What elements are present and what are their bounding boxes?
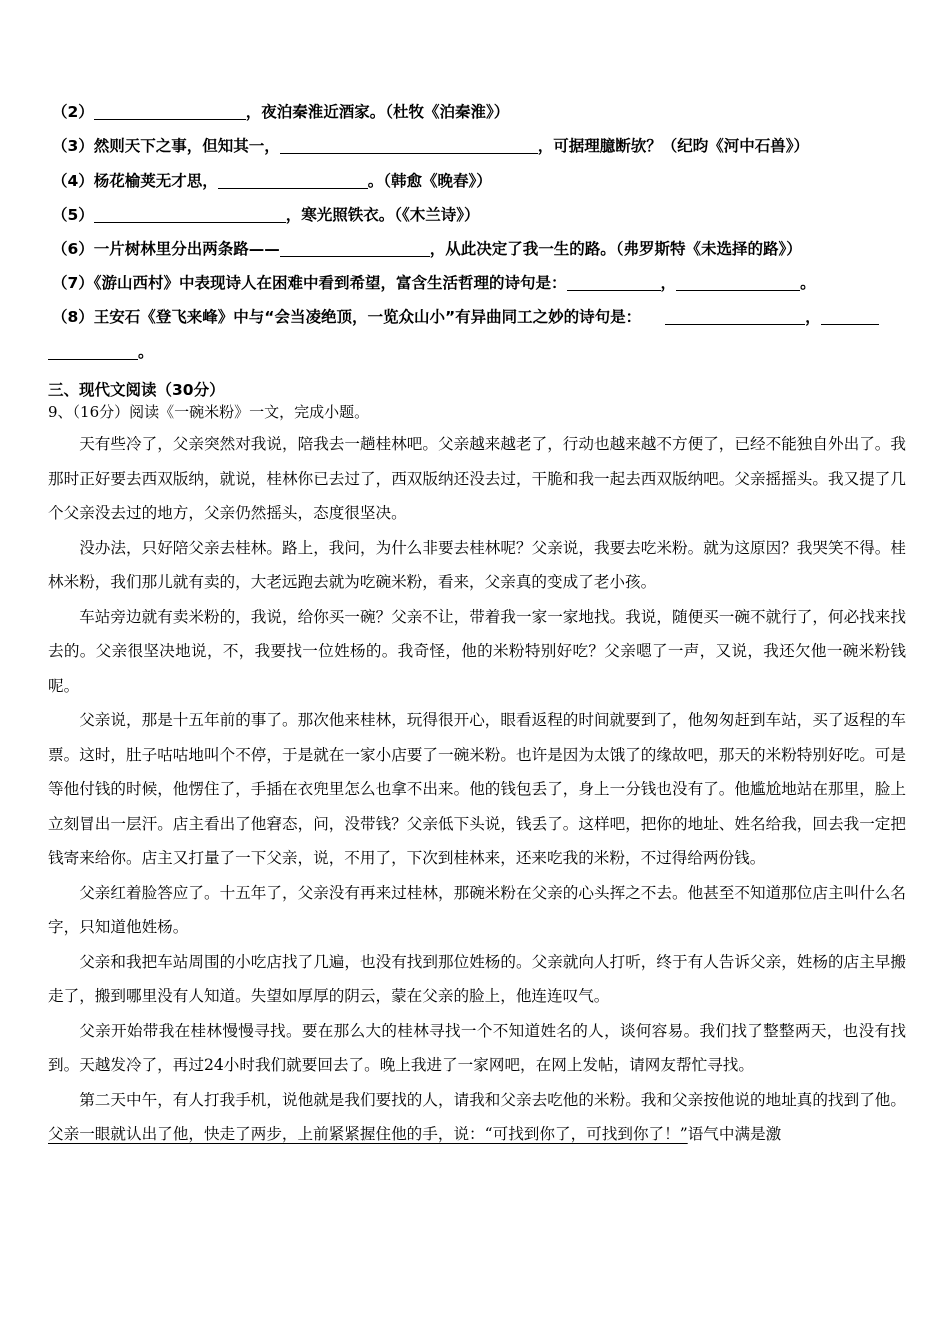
fill-blank-8 xyxy=(52,306,912,328)
passage-paragraph: 没办法，只好陪父亲去桂林。路上，我问，为什么非要去桂林呢？父亲说，我要去吃米粉。就为这原因？我哭笑不得。桂林米粉，我们那儿就有卖的，大老远跑去就为吃碗米粉，看来，父亲真的变成了老小孩。 xyxy=(48,538,906,591)
answer-blank[interactable] xyxy=(218,172,368,189)
fill-blank-2-prefix: （2） xyxy=(52,103,94,121)
passage-paragraph: 父亲红着脸答应了。十五年了，父亲没有再来过桂林，那碗米粉在父亲的心头挥之不去。他甚至不知道那位店主叫什么名字，只知道他姓杨。 xyxy=(48,883,906,936)
answer-blank[interactable] xyxy=(280,137,538,154)
answer-blank[interactable] xyxy=(48,343,138,360)
fill-blank-8-after: 。 xyxy=(138,343,154,361)
question-intro: 9、（16分）阅读《一碗米粉》一文，完成小题。 xyxy=(48,403,370,421)
answer-blank[interactable] xyxy=(676,274,800,291)
fill-blank-8-mid: ， xyxy=(805,308,821,326)
reading-passage xyxy=(48,427,906,1152)
fill-blank-4 xyxy=(52,170,912,192)
fill-blank-2 xyxy=(52,101,912,123)
last-paragraph-end: 语气中满是激 xyxy=(687,1125,782,1143)
answer-blank[interactable] xyxy=(665,308,805,325)
fill-blank-2-after: ，夜泊秦淮近酒家。（杜牧《泊秦淮》） xyxy=(245,103,510,121)
fill-blank-3-after: ，可据理臆断欤？（纪昀《河中石兽》） xyxy=(537,137,810,155)
fill-blank-3 xyxy=(52,135,912,157)
fill-blank-6-prefix: （6）一片树林里分出两条路—— xyxy=(52,240,280,258)
underlined-sentence: 父亲一眼就认出了他，快走了两步，上前紧紧握住他的手，说：“可找到你了，可找到你了！” xyxy=(48,1125,688,1143)
fill-blank-8-continuation xyxy=(48,341,908,363)
fill-blank-6 xyxy=(52,238,912,260)
passage-paragraph-last xyxy=(48,1083,906,1152)
fill-blank-4-after: 。（韩愈《晚春》） xyxy=(367,172,492,190)
fill-blank-5-prefix: （5） xyxy=(52,206,94,224)
passage-paragraph: 天有些冷了，父亲突然对我说，陪我去一趟桂林吧。父亲越来越老了，行动也越来越不方便了，已经不能独自外出了。我那时正好要去西双版纳，就说，桂林你已去过了，西双版纳还没去过，干脆和我一起去西双版纳吧。父亲摇摇头。我又提了几个父亲没去过的地方，父亲仍然摇头，态度很坚决。 xyxy=(48,435,906,522)
fill-blank-5-after: ，寒光照铁衣。（《木兰诗》） xyxy=(285,206,480,224)
last-paragraph-start: 第二天中午，有人打我手机，说他就是我们要找的人，请我和父亲去吃他的米粉。我和父亲按他说的地址真的找到了他。 xyxy=(79,1090,906,1109)
passage-paragraph: 父亲说，那是十五年前的事了。那次他来桂林，玩得很开心，眼看返程的时间就要到了，他匆匆赶到车站，买了返程的车票。这时，肚子咕咕地叫个不停，于是就在一家小店要了一碗米粉。也许是因为太饿了的缘故吧，那天的米粉特别好吃。可是等他付钱的时候，他愣住了，手插在衣兜里怎么也拿不出来。他的钱包丢了，身上一分钱也没有了。他尴尬地站在那里，脸上立刻冒出一层汗。店主看出了他窘态，问，没带钱？父亲低下头说，钱丢了。这样吧，把你的地址、姓名给我，回去我一定把钱寄来给你。店主又打量了一下父亲，说，不用了，下次到桂林来，还来吃我的米粉，不过得给两份钱。 xyxy=(48,711,906,867)
passage-paragraph: 车站旁边就有卖米粉的，我说，给你买一碗？父亲不让，带着我一家一家地找。我说，随便买一碗不就行了，何必找来找去的。父亲很坚决地说，不，我要找一位姓杨的。我奇怪，他的米粉特别好吃？父亲嗯了一声，又说，我还欠他一碗米粉钱呢。 xyxy=(48,607,906,695)
answer-blank[interactable] xyxy=(94,103,246,120)
fill-blank-3-prefix: （3）然则天下之事，但知其一， xyxy=(52,137,280,155)
passage-paragraph: 父亲和我把车站周围的小吃店找了几遍，也没有找到那位姓杨的。父亲就向人打听，终于有人告诉父亲，姓杨的店主早搬走了，搬到哪里没有人知道。失望如厚厚的阴云，蒙在父亲的脸上，他连连叹气。 xyxy=(48,952,906,1005)
answer-blank[interactable] xyxy=(567,274,661,291)
fill-blank-5 xyxy=(52,204,912,226)
fill-blank-7-after: 。 xyxy=(800,274,816,292)
fill-blank-7-prefix: （7）《游山西村》中表现诗人在困难中看到希望，富含生活哲理的诗句是： xyxy=(52,274,567,292)
answer-blank[interactable] xyxy=(280,240,430,257)
section-title: 三、现代文阅读（30分） xyxy=(48,381,225,399)
answer-blank[interactable] xyxy=(94,206,286,223)
fill-blank-4-prefix: （4）杨花榆荚无才思， xyxy=(52,172,218,190)
fill-blank-8-prefix: （8）王安石《登飞来峰》中与“会当凌绝顶，一览众山小”有异曲同工之妙的诗句是： xyxy=(52,308,642,326)
fill-blank-7 xyxy=(52,272,912,294)
answer-blank[interactable] xyxy=(821,308,879,325)
passage-paragraph: 父亲开始带我在桂林慢慢寻找。要在那么大的桂林寻找一个不知道姓名的人，谈何容易。我们找了整整两天，也没有找到。天越发冷了，再过24小时我们就要回去了。晚上我进了一家网吧，在网上发帖，请网友帮忙寻找。 xyxy=(48,1021,906,1074)
fill-blank-7-mid: ， xyxy=(660,274,677,292)
fill-blank-6-after: ，从此决定了我一生的路。（弗罗斯特《未选择的路》） xyxy=(429,240,802,258)
